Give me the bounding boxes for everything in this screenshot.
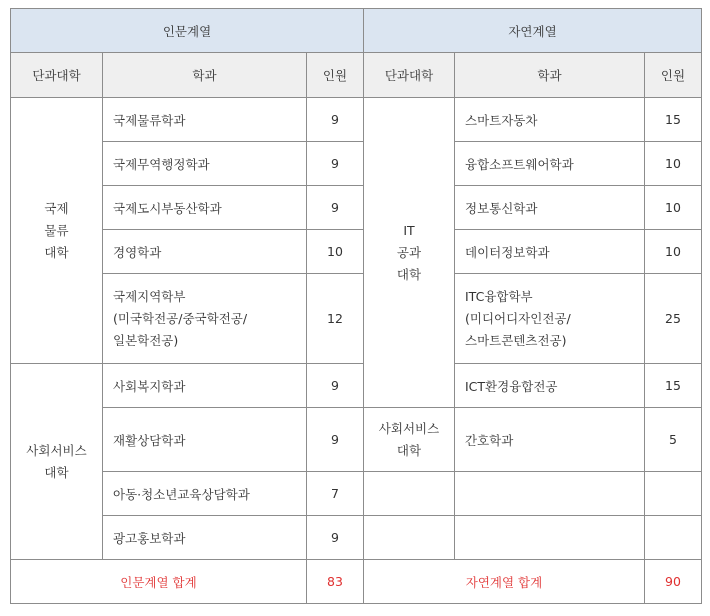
- dept-cell: 사회복지학과: [103, 364, 307, 408]
- college-name-line: 사회서비스: [378, 420, 440, 436]
- empty-cell: [645, 472, 702, 516]
- count-cell: 10: [307, 230, 364, 274]
- humanities-total-value: 83: [307, 560, 364, 604]
- dept-cell: 국제물류학과: [103, 98, 307, 142]
- humanities-dept-header: 학과: [103, 53, 307, 98]
- table-row: [11, 364, 702, 408]
- natural-total-label: 자연계열 합계: [364, 560, 645, 604]
- dept-cell: 융합소프트웨어학과: [455, 142, 645, 186]
- count-cell: 10: [645, 186, 702, 230]
- count-cell: 15: [645, 364, 702, 408]
- natural-college-header: 단과대학: [364, 53, 455, 98]
- dept-cell: 국제무역행정학과: [103, 142, 307, 186]
- natural-dept-header: 학과: [455, 53, 645, 98]
- humanities-college-cell: [11, 98, 103, 364]
- natural-college-cell: [364, 98, 455, 408]
- table-row: [11, 408, 702, 472]
- college-name-line: 대학: [396, 442, 422, 458]
- count-cell: 7: [307, 472, 364, 516]
- college-name-line: 물류: [44, 222, 69, 238]
- dept-line: (미국학전공/중국학전공/: [113, 310, 248, 326]
- count-cell: 15: [645, 98, 702, 142]
- dept-cell: [103, 274, 307, 364]
- total-row: [11, 560, 702, 604]
- dept-line: ITC융합학부: [465, 288, 533, 304]
- table-row: [11, 472, 702, 516]
- empty-cell: [455, 472, 645, 516]
- dept-line: 스마트콘텐츠전공): [465, 332, 567, 348]
- quota-table: [10, 8, 702, 604]
- dept-cell: ICT환경융합전공: [455, 364, 645, 408]
- count-cell: 5: [645, 408, 702, 472]
- table-row: [11, 230, 702, 274]
- natural-total-value: 90: [645, 560, 702, 604]
- count-cell: 9: [307, 408, 364, 472]
- count-cell: 25: [645, 274, 702, 364]
- humanities-count-header: 인원: [307, 53, 364, 98]
- table-row: [11, 516, 702, 560]
- dept-cell: 정보통신학과: [455, 186, 645, 230]
- college-name-line: 사회서비스: [26, 442, 87, 458]
- table-row: [11, 142, 702, 186]
- dept-cell: 간호학과: [455, 408, 645, 472]
- dept-cell: 국제도시부동산학과: [103, 186, 307, 230]
- college-name-line: 대학: [44, 464, 69, 480]
- empty-cell: [455, 516, 645, 560]
- natural-college-cell: [364, 408, 455, 472]
- count-cell: 9: [307, 516, 364, 560]
- college-name-line: 대학: [396, 266, 422, 282]
- count-cell: 12: [307, 274, 364, 364]
- natural-count-header: 인원: [645, 53, 702, 98]
- college-name-line: 공과: [396, 244, 422, 260]
- table-row: [11, 98, 702, 142]
- count-cell: 10: [645, 230, 702, 274]
- empty-cell: [364, 472, 455, 516]
- college-name-line: IT: [403, 222, 415, 238]
- humanities-college-header: 단과대학: [11, 53, 103, 98]
- dept-cell: 아동·청소년교육상담학과: [103, 472, 307, 516]
- dept-line: (미디어디자인전공/: [465, 310, 571, 326]
- table-row: [11, 186, 702, 230]
- count-cell: 9: [307, 98, 364, 142]
- dept-line: 일본학전공): [113, 332, 179, 348]
- dept-cell: [455, 274, 645, 364]
- college-name-line: 대학: [44, 244, 69, 260]
- table-row: [11, 274, 702, 364]
- dept-line: 국제지역학부: [113, 288, 186, 304]
- count-cell: 9: [307, 364, 364, 408]
- humanities-header: 인문계열: [11, 9, 364, 53]
- natural-header: 자연계열: [364, 9, 702, 53]
- dept-cell: 경영학과: [103, 230, 307, 274]
- college-name-line: 국제: [44, 200, 69, 216]
- humanities-college-cell: [11, 364, 103, 560]
- count-cell: 9: [307, 186, 364, 230]
- count-cell: 10: [645, 142, 702, 186]
- dept-cell: 재활상담학과: [103, 408, 307, 472]
- count-cell: 9: [307, 142, 364, 186]
- dept-cell: 광고홍보학과: [103, 516, 307, 560]
- dept-cell: 스마트자동차: [455, 98, 645, 142]
- empty-cell: [645, 516, 702, 560]
- empty-cell: [364, 516, 455, 560]
- humanities-total-label: 인문계열 합계: [11, 560, 307, 604]
- dept-cell: 데이터정보학과: [455, 230, 645, 274]
